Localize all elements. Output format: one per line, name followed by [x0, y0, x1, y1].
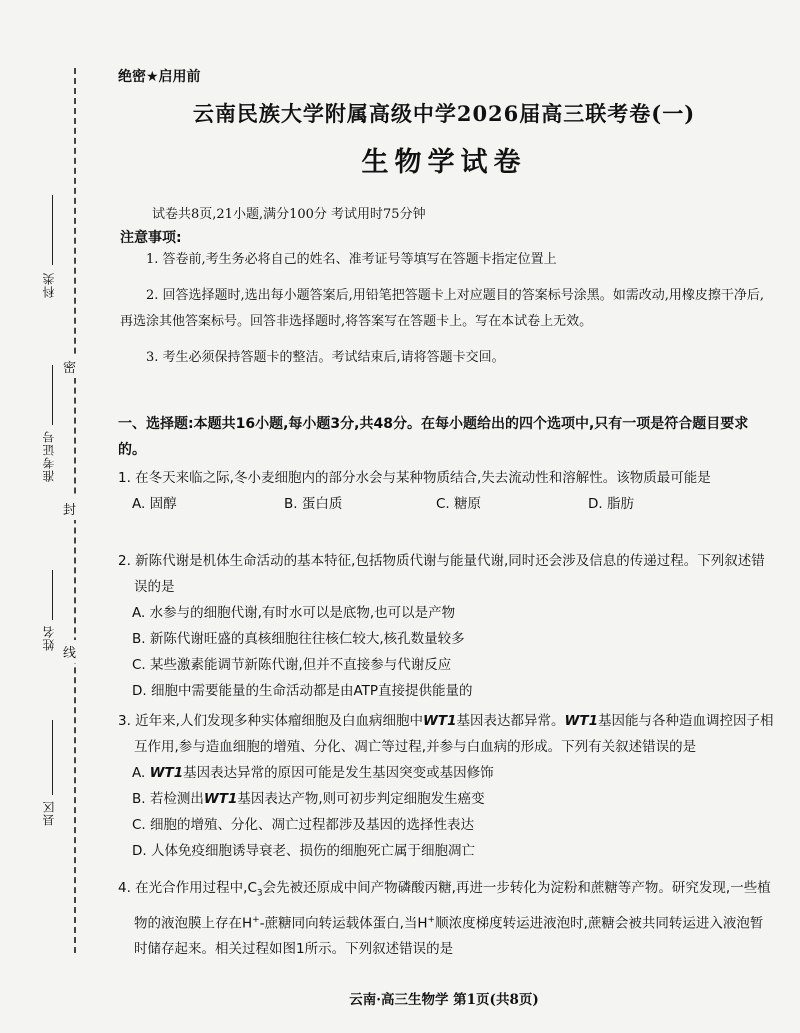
stem-part: 顺浓度梯度转运进液泡时,蔗糖会被共同转运进入液泡暂时储存起来。相关过程如图1所示。下列叙述错误的是 — [134, 915, 764, 958]
page-footer: 云南·高三生物学 第1页(共8页) — [349, 992, 539, 1008]
section-heading: 一、选择题:本题共16小题,每小题3分,共48分。在每小题给出的四个选项中,只有一项是符合题目要求的。 — [118, 416, 749, 458]
seal-char-xian: 线 — [63, 640, 76, 663]
stem-part: 3. 近年来,人们发现多种实体瘤细胞及白血病细胞中 — [118, 713, 423, 729]
margin-field-name-label: 姓名 — [42, 625, 56, 651]
option-text: B. 若检测出 — [132, 791, 204, 807]
stem-part: 基因能与各种造血调控因子相互作用,参与造血细胞的增殖、分化、凋亡等过程,并参与白血病的形成。下列有关叙述错误的是 — [134, 713, 774, 755]
option-b: B. 蛋白质 — [284, 496, 343, 512]
school-title: 云南民族大学附属高级中学2026届高三联考卷(一) — [192, 101, 696, 126]
margin-field-county-label: 县区 — [42, 800, 56, 826]
option-text: A. — [132, 765, 150, 781]
option-b — [118, 786, 774, 812]
option-d: D. 细胞中需要能量的生命活动都是由ATP直接提供能量的 — [132, 683, 473, 699]
question-1 — [118, 465, 774, 517]
exam-info: 试卷共8页,21小题,满分100分 考试用时75分钟 — [152, 207, 426, 222]
superscript: + — [252, 914, 260, 925]
margin-field-name-line — [52, 570, 53, 620]
subject-title: 生物学试卷 — [361, 147, 527, 178]
gene-symbol: WT1 — [564, 713, 598, 729]
notice-title: 注意事项: — [120, 230, 182, 246]
stem-part: 会先被还原成中间产物磷酸丙糖,再进一步转化为淀粉和蔗糖等产物。研究发现,一些植物的液泡膜上存在H — [134, 880, 771, 932]
gene-symbol: WT1 — [203, 791, 238, 807]
gene-symbol: WT1 — [422, 713, 457, 729]
option-c: C. 细胞的增殖、分化、凋亡过程都涉及基因的选择性表达 — [132, 817, 475, 833]
option-a — [118, 760, 774, 786]
stem-part: 基因表达都异常。 — [456, 713, 565, 729]
option-a: A. 水参与的细胞代谢,有时水可以是底物,也可以是产物 — [132, 605, 456, 621]
notice-item: 3. 考生必须保持答题卡的整洁。考试结束后,请将答题卡交回。 — [146, 350, 505, 365]
option-text: 基因表达产物,则可初步判定细胞发生癌变 — [237, 791, 485, 807]
question-2 — [118, 548, 774, 704]
option-a: A. 固醇 — [132, 496, 177, 512]
question-3 — [118, 708, 774, 864]
notice-list — [120, 247, 770, 371]
notice-item: 1. 答卷前,考生务必将自己的姓名、准考证号等填写在答题卡指定位置上 — [146, 252, 557, 267]
stem-part: 4. 在光合作用过程中,C — [118, 880, 257, 896]
margin-field-exam-id-line — [52, 365, 53, 425]
secret-label: 绝密★启用前 — [118, 69, 201, 85]
subscript: 3 — [256, 888, 263, 899]
margin-field-exam-id-label: 准考证号 — [42, 430, 56, 482]
margin-field-county-line — [52, 720, 53, 795]
option-text: 基因表达异常的原因可能是发生基因突变或基因修饰 — [183, 765, 494, 781]
seal-char-feng: 封 — [63, 497, 76, 520]
question-4 — [118, 875, 774, 962]
option-d: D. 人体免疫细胞诱导衰老、损伤的细胞死亡属于细胞凋亡 — [132, 843, 475, 859]
question-stem — [118, 875, 774, 962]
question-stem — [118, 708, 774, 760]
margin-field-subject-line — [52, 195, 53, 265]
superscript: + — [427, 914, 436, 925]
margin-field-subject-label: 科类 — [42, 272, 56, 298]
option-c: C. 糖原 — [436, 496, 482, 512]
question-stem: 2. 新陈代谢是机体生命活动的基本特征,包括物质代谢与能量代谢,同时还会涉及信息的传递过程。下列叙述错误的是 — [118, 553, 765, 595]
option-c: C. 某些激素能调节新陈代谢,但并不直接参与代谢反应 — [132, 657, 452, 673]
gene-symbol: WT1 — [149, 765, 184, 781]
stem-part: -蔗糖同向转运载体蛋白,当H — [259, 915, 428, 932]
notice-item: 2. 回答选择题时,选出每小题答案后,用铅笔把答题卡上对应题目的答案标号涂黑。如需改动,用橡皮擦干净后,再选涂其他答案标号。回答非选择题时,将答案写在答题卡上。写在本试卷上无效。 — [120, 288, 765, 329]
seal-char-mi: 密 — [63, 355, 76, 378]
question-stem: 1. 在冬天来临之际,冬小麦细胞内的部分水会与某种物质结合,失去流动性和溶解性。该物质最可能是 — [118, 470, 711, 486]
options-row — [118, 491, 774, 517]
option-d: D. 脂肪 — [588, 496, 634, 512]
option-b: B. 新陈代谢旺盛的真核细胞往往核仁较大,核孔数量较多 — [132, 631, 465, 647]
